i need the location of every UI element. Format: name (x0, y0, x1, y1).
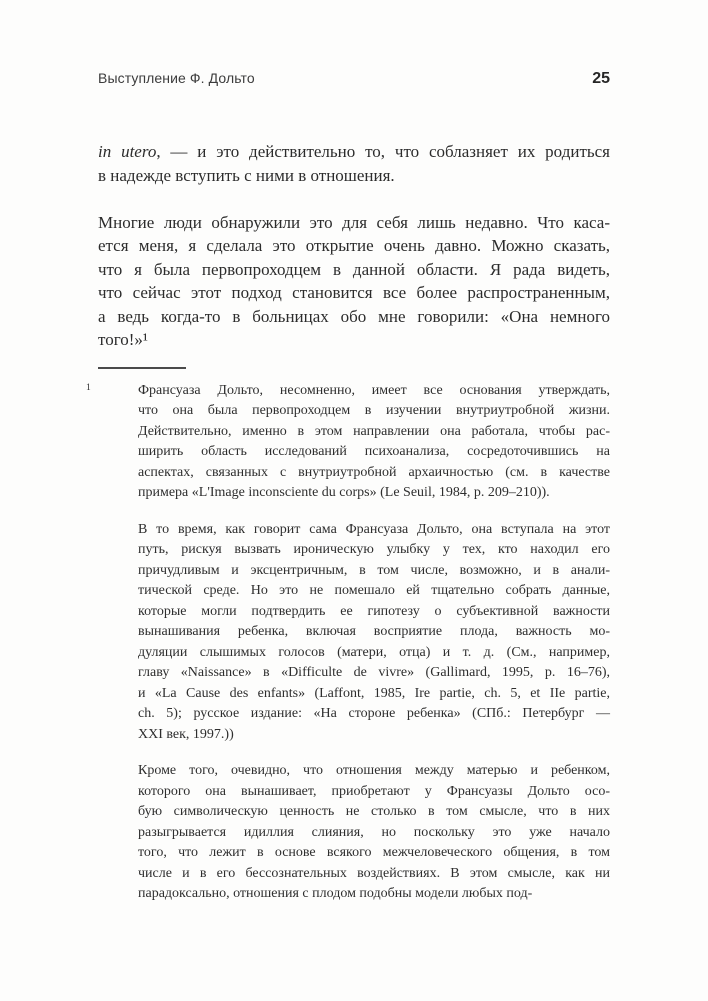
paragraph-main (98, 211, 610, 352)
page-number: 25 (592, 70, 610, 87)
text-line: того, что лежит в основе всякого межчеловеческого общения, в том (138, 845, 610, 860)
footnote-paragraph (138, 761, 610, 905)
text-line: а ведь когда-то в больницах обо мне говорили: «Она немного (98, 306, 610, 326)
text-line: в надежде вступить с ними в отношения. (98, 165, 395, 185)
text-line: примера «L'Image inconsciente du corps» (Le Seuil, 1984, p. 209–210)). (138, 485, 550, 500)
text-line: разыгрывается идиллия слияния, но поскольку это уже начало (138, 824, 610, 840)
text-line: аспектах, связанных с внутриутробной архаичностью (см. в качестве (138, 464, 610, 480)
text-line: причудливым и эксцентричным, в том числе, возможно, и в анали- (138, 562, 610, 578)
text-line: того!»¹ (98, 330, 149, 349)
page-content (86, 140, 610, 905)
text-line: дуляции слышимых голосов (матери, отца) и т. д. (См., например, (138, 644, 610, 660)
text-line: что она была первопроходцем в изучении внутриутробной жизни. (138, 403, 610, 418)
text-line: В то время, как говорит сама Франсуаза Дольто, она вступала на этот (138, 521, 610, 537)
text-line: путь, рискуя вызвать ироническую улыбку у тех, кто находил его (138, 542, 610, 557)
text-line: которые могли подтвердить ее гипотезу о субъективной важности (138, 603, 610, 619)
footnote-paragraph (138, 520, 610, 746)
text-line: главу «Naissance» в «Difficulte de vivre» (Gallimard, 1995, p. 16–76), (138, 665, 610, 680)
latin-italic-phrase: in utero (98, 142, 157, 161)
text-line: Многие люди обнаружили это для себя лишь недавно. Что каса- (98, 212, 610, 232)
text-line: которого она вынашивает, приобретают у Франсуазы Дольто осо- (138, 783, 610, 799)
text-line: парадоксально, отношения с плодом подобны модели любых под- (138, 886, 533, 901)
text-line: числе и в его бессознательных воздействиях. В этом смысле, как ни (138, 865, 610, 881)
text-line: ch. 5); русское издание: «На стороне ребенка» (СПб.: Петербург — (138, 706, 610, 721)
footnote-text (138, 381, 610, 905)
text-line (98, 140, 610, 164)
footnote-marker: 1 (86, 382, 91, 393)
text-line: что я была первопроходцем в данной области. Я рада видеть, (98, 259, 610, 279)
paragraph-opening (98, 140, 610, 187)
text-line: XXI век, 1997.)) (138, 726, 234, 742)
text-line-rest: , — и это действительно то, что соблазняет их родиться (156, 142, 610, 161)
text-line: что сейчас этот подход становится все более распространенным, (98, 283, 610, 302)
text-line: ется меня, я сделала это открытие очень давно. Можно сказать, (98, 236, 610, 255)
footnote (86, 381, 610, 905)
text-line: тической среде. Но это не помешало ей тщательно собрать данные, (138, 583, 610, 598)
running-title: Выступление Ф. Дольто (98, 70, 255, 86)
text-line: вынашивания ребенка, включая восприятие плода, важность мо- (138, 624, 610, 639)
text-line: ширить область исследований психоанализа, сосредоточившись на (138, 444, 610, 459)
text-line: Действительно, именно в этом направлении она работала, чтобы рас- (138, 423, 610, 439)
text-line: бую символическую ценность не столько в том смысле, что в них (138, 804, 610, 819)
page-header (98, 70, 610, 87)
footnote-paragraph (138, 381, 610, 504)
text-line: Кроме того, очевидно, что отношения между матерью и ребенком, (138, 763, 610, 778)
text-line: и «La Cause des enfants» (Laffont, 1985, Ire partie, ch. 5, et IIe partie, (138, 685, 610, 701)
footnote-divider (98, 367, 186, 369)
text-line: Франсуаза Дольто, несомненно, имеет все основания утверждать, (138, 382, 610, 398)
